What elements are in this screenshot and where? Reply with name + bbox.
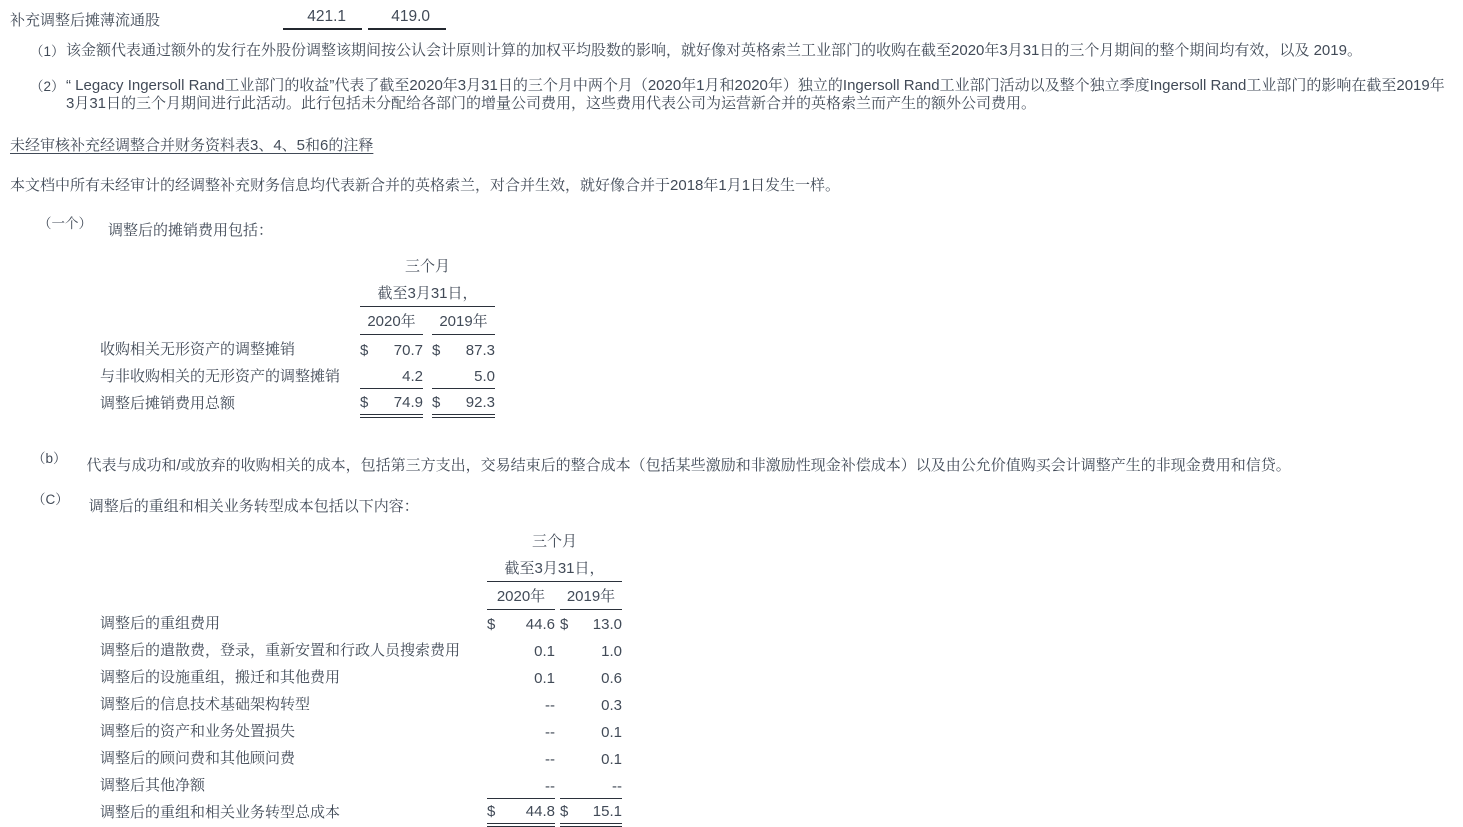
table-row	[100, 636, 622, 663]
value-2020: 4.2	[376, 362, 423, 389]
restructuring-col-2019: 2019年	[560, 581, 622, 609]
dollar-sign	[487, 717, 505, 744]
value-2019: 5.0	[448, 362, 495, 389]
dollar-sign: $	[360, 335, 376, 362]
value-2019: 0.3	[576, 690, 622, 717]
value-2019: 15.1	[576, 798, 622, 825]
footnote-1-text: 该金额代表通过额外的发行在外股份调整该期间按公认会计原则计算的加权平均股数的影响，就好像对英格索兰工业部门的收购在截至2020年3月31日的三个月期间的整个期间均有效，以及 2019。	[66, 42, 1449, 61]
dollar-sign: $	[560, 609, 576, 636]
restructuring-table-period-row1	[100, 527, 622, 554]
note-b	[10, 449, 1449, 470]
dollar-sign: $	[560, 798, 576, 825]
dollar-sign	[487, 744, 505, 771]
amortization-col-2019: 2019年	[432, 307, 495, 335]
note-c	[10, 490, 1449, 511]
note-c-marker: （C）	[32, 488, 69, 508]
value-2019: 0.1	[576, 744, 622, 771]
amortization-table-period-row2	[100, 279, 495, 307]
table-row	[100, 690, 622, 717]
dollar-sign	[560, 717, 576, 744]
restructuring-period-line2: 截至3月31日，	[487, 554, 622, 582]
value-2020: 44.6	[505, 609, 555, 636]
diluted-shares-row	[10, 6, 1449, 30]
diluted-shares-value-2019: 419.0	[368, 8, 446, 30]
dollar-sign	[487, 636, 505, 663]
row-label: 与非收购相关的无形资产的调整摊销	[100, 362, 360, 389]
note-a	[10, 214, 1449, 235]
value-2019: 0.6	[576, 663, 622, 690]
value-2020: 44.8	[505, 798, 555, 825]
value-2019: 13.0	[576, 609, 622, 636]
row-label: 调整后的设施重组，搬迁和其他费用	[100, 663, 487, 690]
value-2020: 70.7	[376, 335, 423, 362]
dollar-sign: $	[432, 335, 448, 362]
footnote-2-marker: （2）	[30, 77, 66, 113]
value-2019: --	[576, 771, 622, 798]
table-total-row	[100, 798, 622, 825]
value-2019: 1.0	[576, 636, 622, 663]
row-label: 调整后的资产和业务处置损失	[100, 717, 487, 744]
row-label: 调整后的重组和相关业务转型总成本	[100, 798, 487, 825]
value-2020: 0.1	[505, 663, 555, 690]
intro-paragraph: 本文档中所有未经审计的经调整补充财务信息均代表新合并的英格索兰，对合并生效，就好像合并于2018年1月1日发生一样。	[10, 174, 1449, 195]
dollar-sign: $	[432, 389, 448, 416]
table-row	[100, 609, 622, 636]
note-c-text: 调整后的重组和相关业务转型成本包括以下内容：	[89, 495, 419, 516]
value-2019: 87.3	[448, 335, 495, 362]
diluted-shares-value-2020: 421.1	[283, 8, 362, 30]
row-label: 调整后的重组费用	[100, 609, 487, 636]
row-label: 调整后的遣散费，登录，重新安置和行政人员搜索费用	[100, 636, 487, 663]
value-2019: 92.3	[448, 389, 495, 416]
note-a-text: 调整后的摊销费用包括：	[108, 219, 273, 240]
amortization-table-year-row	[100, 307, 495, 335]
dollar-sign	[560, 744, 576, 771]
value-2020: --	[505, 744, 555, 771]
dollar-sign: $	[487, 609, 505, 636]
row-label: 调整后摊销费用总额	[100, 389, 360, 416]
restructuring-col-2020: 2020年	[487, 581, 555, 609]
restructuring-table-year-row	[100, 581, 622, 609]
footnote-2-text: “ Legacy Ingersoll Rand工业部门的收益”代表了截至2020年3月31日的三个月中两个月（2020年1月和2020年）独立的Ingersoll Rand工业部门活动以及整个独立季度Ingersoll Rand工业部门的影响在截至2019年3月31日的三个月期间进行此活动。此行包括未分配给各部门的增量公司费用，这些费用代表公司为运营新合并的英格索兰而产生的额外公司费用。	[66, 77, 1449, 113]
row-label: 收购相关无形资产的调整摊销	[100, 335, 360, 362]
value-2020: 0.1	[505, 636, 555, 663]
table-row	[100, 663, 622, 690]
amortization-period-line1: 三个月	[360, 252, 495, 279]
dollar-sign: $	[360, 389, 376, 416]
dollar-sign	[560, 663, 576, 690]
amortization-period-line2: 截至3月31日，	[360, 279, 495, 307]
row-label: 调整后的信息技术基础架构转型	[100, 690, 487, 717]
dollar-sign	[487, 663, 505, 690]
value-2020: --	[505, 717, 555, 744]
dollar-sign	[560, 771, 576, 798]
table-row	[100, 771, 622, 798]
dollar-sign	[560, 690, 576, 717]
table-row	[100, 717, 622, 744]
note-b-text: 代表与成功和/或放弃的收购相关的成本，包括第三方支出，交易结束后的整合成本（包括某些激励和非激励性现金补偿成本）以及由公允价值购买会计调整产生的非现金费用和信贷。	[87, 454, 1291, 475]
restructuring-period-line1: 三个月	[487, 527, 622, 554]
footnote-1-marker: （1）	[30, 42, 66, 61]
note-b-marker: （b）	[32, 447, 67, 467]
table-row	[100, 362, 495, 389]
amortization-table	[100, 252, 495, 418]
table-row	[100, 744, 622, 771]
table-total-row	[100, 389, 495, 416]
section-heading: 未经审核补充经调整合并财务资料表3、4、5和6的注释	[10, 134, 1449, 155]
diluted-shares-label: 补充调整后摊薄流通股	[10, 6, 283, 30]
footnote-2	[10, 77, 1449, 113]
dollar-sign	[560, 636, 576, 663]
value-2020: --	[505, 690, 555, 717]
dollar-sign	[360, 362, 376, 389]
amortization-col-2020: 2020年	[360, 307, 423, 335]
row-label: 调整后其他净额	[100, 771, 487, 798]
amortization-table-period-row1	[100, 252, 495, 279]
value-2019: 0.1	[576, 717, 622, 744]
value-2020: --	[505, 771, 555, 798]
note-a-marker: （一个）	[38, 212, 92, 232]
dollar-sign	[432, 362, 448, 389]
dollar-sign	[487, 771, 505, 798]
table-row	[100, 335, 495, 362]
value-2020: 74.9	[376, 389, 423, 416]
row-label: 调整后的顾问费和其他顾问费	[100, 744, 487, 771]
dollar-sign: $	[487, 798, 505, 825]
footnote-1	[10, 42, 1449, 61]
restructuring-table-period-row2	[100, 554, 622, 582]
dollar-sign	[487, 690, 505, 717]
restructuring-table	[100, 527, 622, 827]
